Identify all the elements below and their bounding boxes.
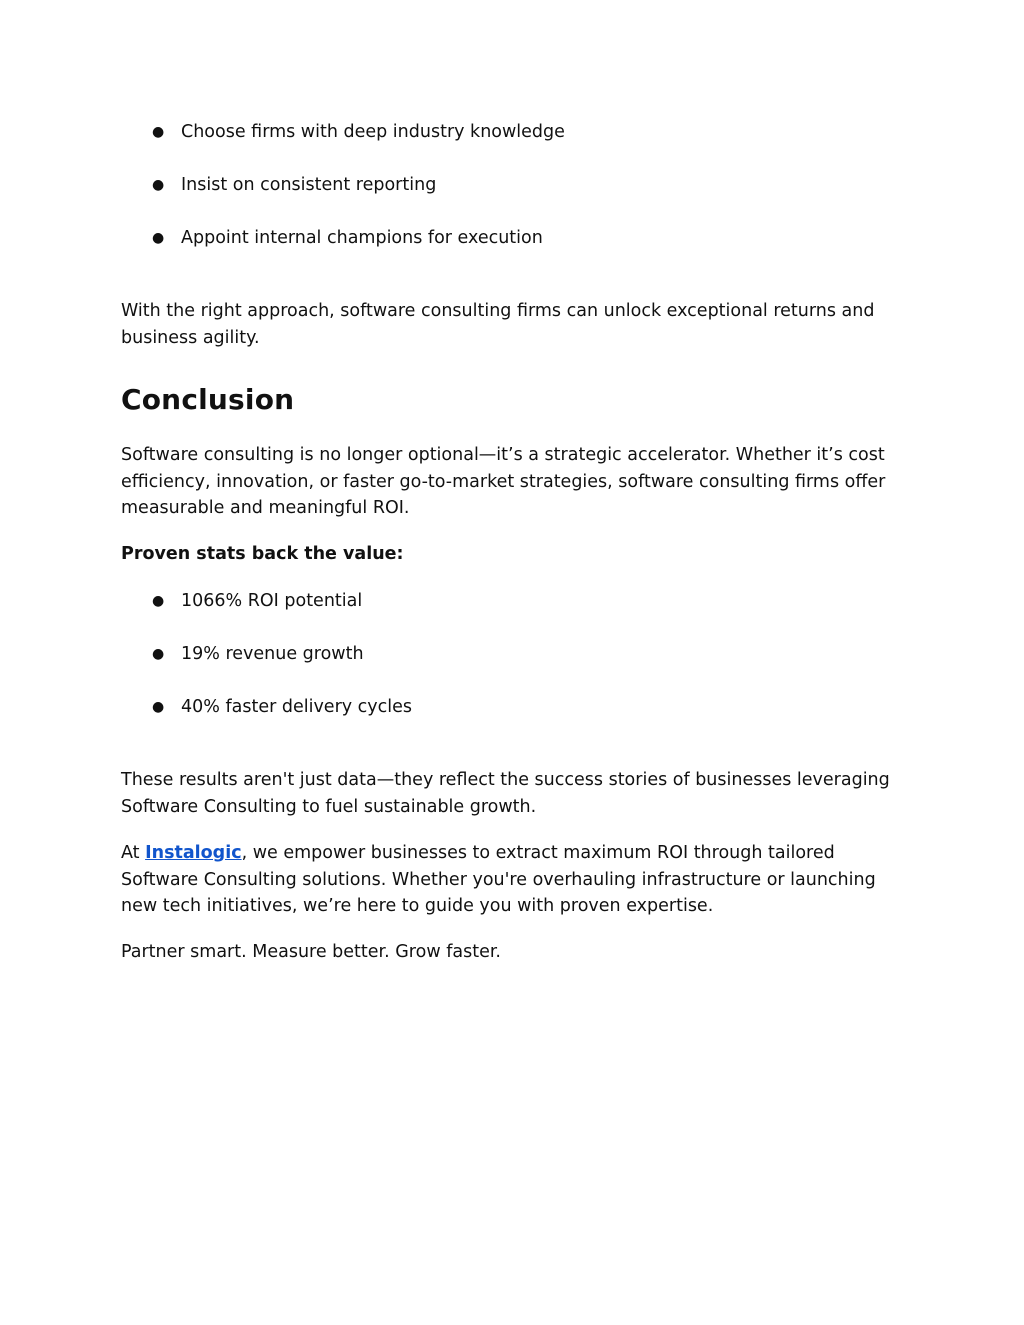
instalogic-paragraph — [121, 840, 911, 920]
list-item-text: 19% revenue growth — [181, 644, 364, 664]
list-item — [121, 694, 412, 720]
list-item-text: 1066% ROI potential — [181, 591, 363, 611]
approach-paragraph: With the right approach, software consulting firms can unlock exceptional returns and business agility. — [121, 301, 875, 348]
list-item — [121, 119, 565, 145]
conclusion-heading: Conclusion — [121, 383, 295, 416]
list-item-text: Choose firms with deep industry knowledge — [181, 122, 565, 142]
stats-list — [121, 588, 412, 747]
list-item-text: Appoint internal champions for execution — [181, 228, 543, 248]
bullet-icon: ● — [152, 177, 165, 193]
bullet-icon: ● — [152, 230, 165, 246]
bullet-icon: ● — [152, 646, 165, 662]
bullet-icon: ● — [152, 593, 165, 609]
closing-tagline: Partner smart. Measure better. Grow faster. — [121, 942, 501, 962]
recommendations-list — [121, 119, 565, 278]
conclusion-paragraph: Software consulting is no longer optional—it’s a strategic accelerator. Whether it’s cost efficiency, innovation, or faster go-to-market strategies, software consulting firms offer measurable and meaningful ROI. — [121, 445, 886, 518]
list-item — [121, 172, 565, 198]
paragraph-suffix: , we empower businesses to extract maximum ROI through tailored Software Consulting solutions. Whether you're overhauling infrastructure or launching new tech initiatives, we’re here to guide you with proven expertise. — [121, 843, 876, 916]
list-item — [121, 641, 412, 667]
proven-stats-label: Proven stats back the value: — [121, 544, 404, 564]
results-paragraph: These results aren't just data—they reflect the success stories of businesses leveraging Software Consulting to fuel sustainable growth. — [121, 770, 890, 817]
list-item-text: 40% faster delivery cycles — [181, 697, 413, 717]
instalogic-link[interactable]: Instalogic — [145, 843, 242, 863]
list-item-text: Insist on consistent reporting — [181, 175, 437, 195]
list-item — [121, 588, 412, 614]
bullet-icon: ● — [152, 124, 165, 140]
paragraph-prefix: At — [121, 843, 146, 863]
list-item — [121, 225, 565, 251]
bullet-icon: ● — [152, 699, 165, 715]
